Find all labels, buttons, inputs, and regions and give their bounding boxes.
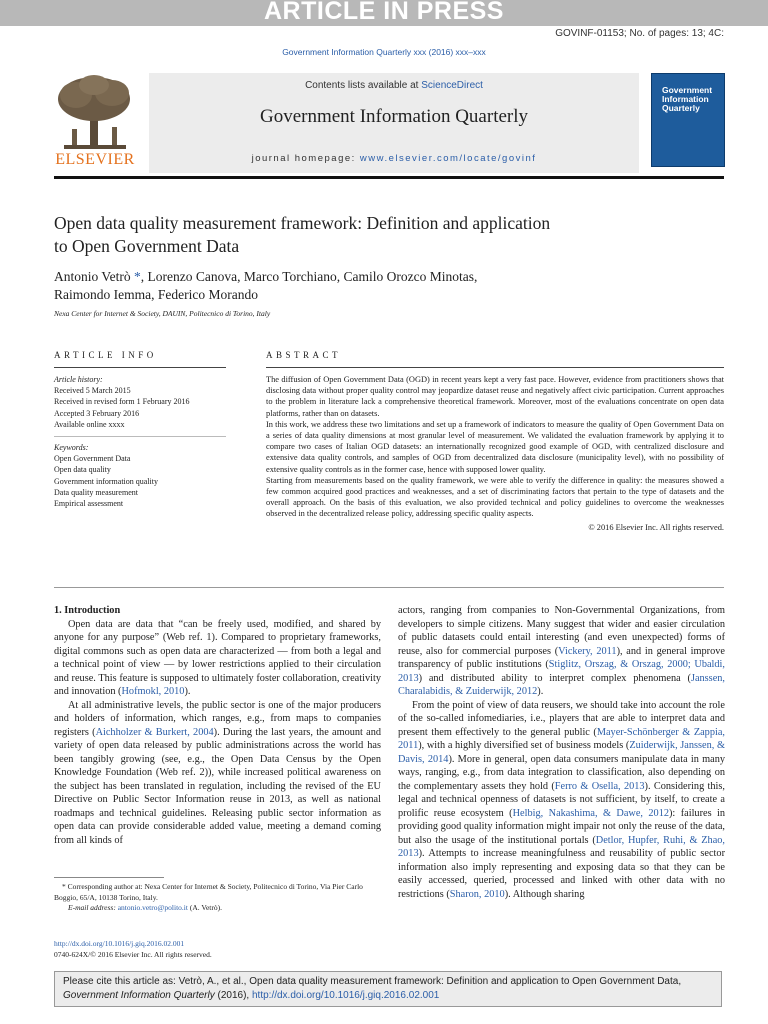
history-label: Article history: bbox=[54, 375, 103, 384]
article-info-heading: ARTICLE INFO bbox=[54, 350, 157, 360]
abstract-paragraph: Starting from measurements based on the quality framework, we were able to verify the difference in quality: the measures showed a few common acquired good practices and weaknesses, and a set of discriminating factors that pertain to the type of datasets and the overall approach. On the basis of this evaluation, we also provided technical and policy guidelines to overcome the weaknesses observed in the decentralized release policy, addressing specific quality aspects. bbox=[266, 475, 724, 519]
history-item: Received in revised form 1 February 2016 bbox=[54, 397, 190, 407]
homepage-url-link[interactable]: www.elsevier.com/locate/govinf bbox=[359, 153, 537, 164]
article-title bbox=[54, 212, 694, 258]
keywords-label: Keywords: bbox=[54, 443, 89, 453]
divider bbox=[54, 367, 226, 368]
journal-title: Government Information Quarterly bbox=[259, 106, 529, 127]
journal-reference-link[interactable]: Government Information Quarterly xxx (2016) xxx–xxx bbox=[282, 47, 486, 57]
citation-link[interactable]: Janssen, Charalabidis, & Zuiderwijk, 2012 bbox=[398, 672, 725, 697]
keyword: Open Government Data bbox=[54, 454, 131, 464]
citation-link[interactable]: Zuiderwijk, Janssen, & Davis, 2014 bbox=[398, 740, 725, 765]
journal-homepage bbox=[149, 153, 639, 164]
abstract-paragraph: The diffusion of Open Government Data (OGD) in recent years kept a very fast pace. However, evidence from practitioners shows that disclosing data without proper quality control may jeopardize dataset reuse and negatively affect civic participation. Current approaches to the problem in literature lack a comprehensive theoretical framework. Moreover, most of the evaluations concentrate on open data platforms, rather than on datasets. bbox=[266, 375, 724, 418]
divider bbox=[54, 587, 724, 588]
abstract-heading: ABSTRACT bbox=[266, 350, 342, 360]
abstract-body bbox=[266, 374, 724, 533]
history-item: Accepted 3 February 2016 bbox=[54, 408, 140, 418]
email-suffix: (A. Vetrò). bbox=[187, 903, 222, 912]
citation-journal: Government Information Quarterly bbox=[63, 990, 215, 1001]
citation-link[interactable]: Hofmokl, 2010 bbox=[121, 686, 185, 697]
citation-link[interactable]: Vickery, 2011 bbox=[558, 645, 617, 657]
section-heading-introduction: 1. Introduction bbox=[54, 605, 121, 616]
body-column-left bbox=[54, 604, 381, 847]
citation-link[interactable]: Sharon, 2010 bbox=[449, 888, 505, 900]
author-list bbox=[54, 268, 694, 304]
citation-link[interactable]: Ferro & Osella, 2013 bbox=[554, 780, 645, 792]
divider bbox=[266, 367, 724, 368]
contents-prefix: Contents lists available at bbox=[305, 80, 422, 91]
contents-line bbox=[149, 80, 639, 91]
article-info bbox=[54, 374, 226, 509]
footnote bbox=[54, 882, 381, 914]
footnote-rule bbox=[54, 877, 164, 878]
abstract-paragraph: In this work, we address these two limitations and set up a framework of indicators to measure the quality of Open Government Data on a series of data quality dimensions at most granular level of measurement. We validated the evaluation framework by applying it to compare two cases of Italian OGD datasets: an internationally recognized good example of OGD, with centralized disclosure and extensive data quality controls, and samples of OGD from decentralized data disclosure (municipality level), with no possibility of extensive quality controls as in the former case, hence with supposed lower quality. bbox=[266, 419, 724, 474]
doi-block bbox=[54, 939, 212, 960]
citation-text: Please cite this article as: Vetrò, A., et al., Open data quality measurement framework: Definition and application to Open Government Data, bbox=[63, 976, 682, 987]
citation-link[interactable]: Mayer-Schönberger & Zappia, 2011 bbox=[398, 726, 725, 751]
masthead-center bbox=[149, 73, 639, 173]
corresponding-author-link[interactable]: * bbox=[134, 269, 141, 284]
body-column-right bbox=[398, 604, 725, 901]
banner-text: ARTICLE IN PRESS bbox=[264, 0, 504, 25]
author-names: , Lorenzo Canova, Marco Torchiano, Camilo Orozco Minotas, bbox=[140, 269, 478, 284]
doi-link[interactable]: http://dx.doi.org/10.1016/j.giq.2016.02.001 bbox=[54, 939, 185, 948]
document-id: GOVINF-01153; No. of pages: 13; 4C: bbox=[555, 28, 724, 39]
corresponding-author-note: * Corresponding author at: Nexa Center for Internet & Society, Politecnico di Torino, Via Pier Carlo Boggio, 65/A, 10138 Torino, Italy. bbox=[54, 882, 363, 902]
journal-cover-thumbnail bbox=[651, 73, 725, 167]
history-item: Available online xxxx bbox=[54, 419, 125, 429]
citation-box bbox=[54, 971, 722, 1007]
author-names: Raimondo Iemma, Federico Morando bbox=[54, 287, 258, 302]
masthead bbox=[54, 73, 724, 173]
masthead-rule bbox=[54, 176, 724, 179]
keyword: Government information quality bbox=[54, 476, 158, 486]
abstract-copyright: © 2016 Elsevier Inc. All rights reserved. bbox=[588, 522, 724, 532]
keyword: Open data quality bbox=[54, 465, 111, 475]
sciencedirect-link[interactable]: ScienceDirect bbox=[421, 80, 483, 91]
cover-line: Government bbox=[662, 85, 713, 95]
keyword: Empirical assessment bbox=[54, 499, 124, 509]
citation-link[interactable]: Aichholzer & Burkert, 2004 bbox=[95, 726, 214, 738]
citation-link[interactable]: Stiglitz, Orszag, & Orszag, 2000; Ubaldi, 2013 bbox=[398, 659, 725, 684]
title-line: Open data quality measurement framework: Definition and application bbox=[54, 213, 551, 233]
email-label: E-mail address: bbox=[68, 903, 118, 912]
body-paragraph: At all administrative levels, the public sector is one of the major producers and holders of information, which ranges, e.g., from maps to companies registers (Aichholzer & Burkert, 2004). During the last years, the amount and variety of open data released by public administrations across the world has been tangibly growing (see, e.g., the Open Data Census by the Open Knowledge Foundation (Web ref. 2)), while increased political awareness on the subject has been translated in regulation, including the revised of the EU Directive on Public Sector Information reuse in 2013, as well as national roadmaps and technical guidelines. Releasing public sector information as open data can provide considerable added value, meeting a demand coming from all kinds of bbox=[54, 699, 381, 846]
citation-year: (2016), bbox=[214, 990, 252, 1001]
homepage-prefix: journal homepage: bbox=[251, 153, 360, 164]
citation-link[interactable]: Detlor, Hupfer, Ruhi, & Zhao, 2013 bbox=[398, 834, 725, 859]
keyword: Data quality measurement bbox=[54, 487, 138, 497]
history-item: Received 5 March 2015 bbox=[54, 386, 131, 396]
citation-doi-link[interactable]: http://dx.doi.org/10.1016/j.giq.2016.02.001 bbox=[251, 990, 440, 1001]
body-paragraph: Open data are data that “can be freely used, modified, and shared by anyone for any purpose” (Web ref. 1). Compared to proprietary frameworks, digital commons such as open data are characterized — from both a legal and a technical point of view — by lower restrictions applied to their circulation and reuse. This feature is supposed to ultimately foster collaboration, creativity and innovation (Hofmokl, 2010). bbox=[54, 618, 381, 697]
title-line: to Open Government Data bbox=[54, 236, 240, 256]
cover-title bbox=[662, 86, 712, 113]
publisher-name: ELSEVIER bbox=[55, 151, 135, 168]
citation-link[interactable]: Helbig, Nakashima, & Dawe, 2012 bbox=[512, 807, 669, 819]
cover-line: Quarterly bbox=[662, 103, 700, 113]
issn-line: 0740-624X/© 2016 Elsevier Inc. All rights reserved. bbox=[54, 949, 212, 959]
author-email-link[interactable]: antonio.vetro@polito.it bbox=[117, 903, 188, 912]
author-name: Antonio Vetrò bbox=[54, 269, 134, 284]
article-in-press-banner bbox=[0, 0, 768, 26]
divider bbox=[54, 436, 226, 437]
cover-line: Information bbox=[662, 94, 709, 104]
affiliation: Nexa Center for Internet & Society, DAUIN, Politecnico di Torino, Italy bbox=[54, 309, 271, 318]
body-paragraph: actors, ranging from companies to Non-Governmental Organizations, from developers to simple citizens. Many suggest that wider and easier circulation of public datasets could entail interesting (and even unexpected) forms of reuse, also for commercial purposes (Vickery, 2011), and in general improve transparency of public institutions (Stiglitz, Orszag, & Orszag, 2000; Ubaldi, 2013) and distributed ability to interpret complex phenomena (Janssen, Charalabidis, & Zuiderwijk, 2012). bbox=[398, 605, 725, 697]
body-paragraph: From the point of view of data reusers, we should take into account the role of the so-called infomediaries, i.e., players that are able to interpret data and present them effectively to the general public (Mayer-Schönberger & Zappia, 2011), with a highly diversified set of business models (Zuiderwijk, Janssen, & Davis, 2014). More in general, open data consumers manipulate data in many ways, ranging, e.g., from data integration to classification, also depending on the complementary assets they hold (Ferro & Osella, 2013). Considering this, legal and technical openness of datasets is not sufficient, by itself, to create a prolific reuse ecosystem (Helbig, Nakashima, & Dawe, 2012): failures in providing good quality information might impair not only the reuse of the data, but also the usage of the institutional portals (Detlor, Hupfer, Ruhi, & Zhao, 2013). Attempts to increase meaningfulness and reusability of public sector information also imply representing and exposing data so that they can be easily accessed, queried, processed and linked with other data with no restrictions (Sharon, 2010). Although sharing bbox=[398, 699, 726, 900]
